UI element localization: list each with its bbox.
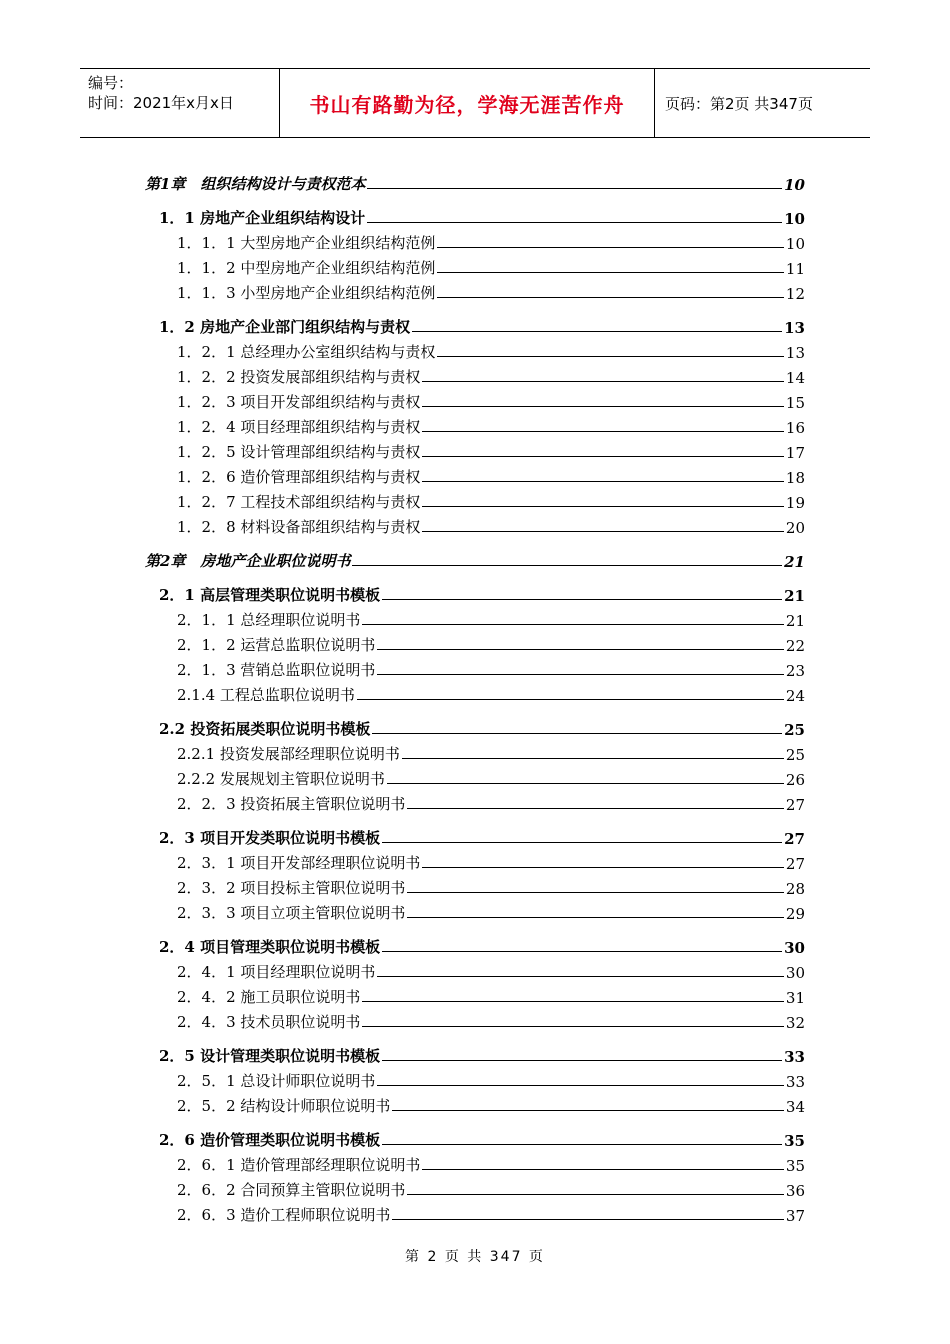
toc-sub-entry[interactable]	[145, 362, 805, 387]
toc-sub-entry[interactable]	[145, 278, 805, 303]
toc-entry-title: 1．2．1 总经理办公室组织结构与责权	[177, 343, 436, 361]
toc-sub-entry[interactable]	[145, 437, 805, 462]
toc-entry-page: 13	[785, 344, 805, 362]
toc-section-entry[interactable]	[145, 923, 805, 957]
toc-section-entry[interactable]	[145, 705, 805, 739]
toc-sub-entry[interactable]	[145, 1175, 805, 1200]
toc-leader-line	[407, 1194, 784, 1195]
toc-entry-title: 2．4．1 项目经理职位说明书	[177, 963, 376, 981]
toc-leader-line	[437, 297, 784, 298]
toc-entry-title: 1．2．4 项目经理部组织结构与责权	[177, 418, 421, 436]
toc-entry-title: 2．3．1 项目开发部经理职位说明书	[177, 854, 421, 872]
toc-entry-page: 27	[784, 830, 805, 848]
toc-entry-title: 2．5．2 结构设计师职位说明书	[177, 1097, 391, 1115]
toc-leader-line	[352, 565, 782, 566]
toc-entry-page: 27	[785, 855, 805, 873]
toc-entry-title: 2．3．2 项目投标主管职位说明书	[177, 879, 406, 897]
toc-entry-title: 2．6．1 造价管理部经理职位说明书	[177, 1156, 421, 1174]
toc-leader-line	[422, 431, 784, 432]
document-header	[80, 68, 870, 138]
toc-sub-entry[interactable]	[145, 1007, 805, 1032]
toc-sub-entry[interactable]	[145, 412, 805, 437]
toc-sub-entry[interactable]	[145, 253, 805, 278]
toc-entry-page: 37	[785, 1207, 805, 1225]
toc-entry-title: 2．1．1 总经理职位说明书	[177, 611, 361, 629]
time-label: 时间：2021年x月x日	[88, 94, 234, 112]
toc-entry-page: 21	[785, 612, 805, 630]
toc-sub-entry[interactable]	[145, 228, 805, 253]
toc-entry-page: 11	[785, 260, 805, 278]
toc-entry-title: 2．5．1 总设计师职位说明书	[177, 1072, 376, 1090]
toc-leader-line	[422, 481, 784, 482]
toc-entry-page: 26	[785, 771, 805, 789]
toc-leader-line	[357, 699, 784, 700]
toc-leader-line	[362, 1026, 784, 1027]
toc-entry-page: 16	[785, 419, 805, 437]
toc-leader-line	[377, 1085, 784, 1086]
toc-entry-page: 32	[785, 1014, 805, 1032]
toc-entry-page: 22	[785, 637, 805, 655]
toc-entry-page: 31	[785, 989, 805, 1007]
toc-entry-title: 2．1．3 营销总监职位说明书	[177, 661, 376, 679]
toc-entry-page: 35	[785, 1157, 805, 1175]
toc-section-entry[interactable]	[145, 303, 805, 337]
toc-entry-title: 1．2．7 工程技术部组织结构与责权	[177, 493, 421, 511]
toc-chapter-entry[interactable]	[145, 160, 805, 194]
toc-leader-line	[402, 758, 784, 759]
toc-leader-line	[382, 951, 782, 952]
toc-leader-line	[382, 1144, 782, 1145]
toc-leader-line	[367, 188, 782, 189]
toc-leader-line	[362, 1001, 784, 1002]
toc-leader-line	[437, 247, 784, 248]
toc-entry-title: 1．2．8 材料设备部组织结构与责权	[177, 518, 421, 536]
toc-entry-page: 10	[785, 235, 805, 253]
toc-sub-entry[interactable]	[145, 789, 805, 814]
toc-sub-entry[interactable]	[145, 739, 805, 764]
toc-leader-line	[422, 381, 784, 382]
toc-sub-entry[interactable]	[145, 655, 805, 680]
toc-sub-entry[interactable]	[145, 337, 805, 362]
toc-sub-entry[interactable]	[145, 512, 805, 537]
toc-entry-page: 18	[785, 469, 805, 487]
toc-entry-title: 第2章 房地产企业职位说明书	[145, 552, 351, 570]
toc-entry-page: 27	[785, 796, 805, 814]
toc-leader-line	[387, 783, 784, 784]
toc-sub-entry[interactable]	[145, 605, 805, 630]
toc-entry-page: 10	[784, 176, 805, 194]
toc-entry-page: 14	[785, 369, 805, 387]
toc-entry-title: 2．6．3 造价工程师职位说明书	[177, 1206, 391, 1224]
toc-entry-title: 2．1 高层管理类职位说明书模板	[159, 586, 381, 604]
toc-entry-title: 1．1．2 中型房地产企业组织结构范例	[177, 259, 436, 277]
toc-entry-page: 29	[785, 905, 805, 923]
toc-entry-page: 23	[785, 662, 805, 680]
toc-entry-title: 1．2．5 设计管理部组织结构与责权	[177, 443, 421, 461]
toc-entry-title: 2.2.1 投资发展部经理职位说明书	[177, 745, 400, 763]
toc-section-entry[interactable]	[145, 571, 805, 605]
toc-leader-line	[422, 506, 784, 507]
toc-section-entry[interactable]	[145, 814, 805, 848]
header-meta	[80, 69, 280, 137]
toc-sub-entry[interactable]	[145, 1091, 805, 1116]
toc-entry-title: 2．6．2 合同预算主管职位说明书	[177, 1181, 406, 1199]
toc-entry-title: 2．3．3 项目立项主管职位说明书	[177, 904, 406, 922]
toc-entry-title: 1．2．3 项目开发部组织结构与责权	[177, 393, 421, 411]
page-footer: 第 2 页 共 347 页	[405, 1249, 545, 1265]
toc-entry-page: 21	[784, 553, 805, 571]
toc-sub-entry[interactable]	[145, 898, 805, 923]
toc-leader-line	[437, 272, 784, 273]
toc-entry-page: 24	[785, 687, 805, 705]
table-of-contents	[145, 160, 805, 1225]
toc-leader-line	[407, 917, 784, 918]
toc-entry-title: 1．1 房地产企业组织结构设计	[159, 209, 366, 227]
toc-entry-title: 2.2.2 发展规划主管职位说明书	[177, 770, 385, 788]
toc-section-entry[interactable]	[145, 1116, 805, 1150]
toc-leader-line	[377, 649, 784, 650]
toc-entry-page: 30	[785, 964, 805, 982]
toc-leader-line	[377, 674, 784, 675]
toc-entry-page: 15	[785, 394, 805, 412]
toc-sub-entry[interactable]	[145, 873, 805, 898]
toc-entry-page: 36	[785, 1182, 805, 1200]
toc-entry-page: 10	[784, 210, 805, 228]
header-motto: 书山有路勤为径，学海无涯苦作舟	[280, 69, 655, 137]
toc-entry-title: 2．1．2 运营总监职位说明书	[177, 636, 376, 654]
toc-entry-page: 13	[784, 319, 805, 337]
toc-entry-title: 2．4．2 施工员职位说明书	[177, 988, 361, 1006]
toc-sub-entry[interactable]	[145, 487, 805, 512]
toc-entry-title: 2．4 项目管理类职位说明书模板	[159, 938, 381, 956]
toc-entry-page: 33	[784, 1048, 805, 1066]
toc-sub-entry[interactable]	[145, 387, 805, 412]
toc-leader-line	[412, 331, 782, 332]
toc-entry-page: 25	[785, 746, 805, 764]
toc-leader-line	[392, 1219, 784, 1220]
toc-leader-line	[422, 531, 784, 532]
toc-sub-entry[interactable]	[145, 764, 805, 789]
toc-sub-entry[interactable]	[145, 680, 805, 705]
toc-sub-entry[interactable]	[145, 957, 805, 982]
toc-section-entry[interactable]	[145, 194, 805, 228]
toc-leader-line	[422, 456, 784, 457]
toc-entry-title: 1．1．3 小型房地产企业组织结构范例	[177, 284, 436, 302]
toc-sub-entry[interactable]	[145, 630, 805, 655]
toc-leader-line	[392, 1110, 784, 1111]
toc-leader-line	[422, 406, 784, 407]
toc-leader-line	[382, 842, 782, 843]
toc-entry-page: 19	[785, 494, 805, 512]
toc-entry-page: 35	[784, 1132, 805, 1150]
toc-entry-page: 12	[785, 285, 805, 303]
toc-entry-page: 17	[785, 444, 805, 462]
toc-leader-line	[422, 1169, 784, 1170]
toc-entry-title: 2．3 项目开发类职位说明书模板	[159, 829, 381, 847]
toc-entry-page: 21	[784, 587, 805, 605]
header-page-info: 页码：第2页 共347页	[665, 94, 813, 113]
number-label: 编号：	[88, 74, 134, 92]
toc-leader-line	[422, 867, 784, 868]
toc-entry-page: 34	[785, 1098, 805, 1116]
toc-leader-line	[372, 733, 782, 734]
toc-sub-entry[interactable]	[145, 1200, 805, 1225]
toc-entry-page: 33	[785, 1073, 805, 1091]
toc-leader-line	[407, 892, 784, 893]
toc-sub-entry[interactable]	[145, 1150, 805, 1175]
toc-entry-title: 1．2 房地产企业部门组织结构与责权	[159, 318, 411, 336]
toc-chapter-entry[interactable]	[145, 537, 805, 571]
toc-leader-line	[362, 624, 784, 625]
toc-entry-page: 30	[784, 939, 805, 957]
toc-entry-title: 2．4．3 技术员职位说明书	[177, 1013, 361, 1031]
toc-entry-page: 28	[785, 880, 805, 898]
toc-leader-line	[437, 356, 784, 357]
toc-entry-title: 1．2．2 投资发展部组织结构与责权	[177, 368, 421, 386]
toc-entry-title: 2．5 设计管理类职位说明书模板	[159, 1047, 381, 1065]
toc-leader-line	[382, 599, 782, 600]
toc-sub-entry[interactable]	[145, 1066, 805, 1091]
toc-sub-entry[interactable]	[145, 848, 805, 873]
toc-leader-line	[407, 808, 784, 809]
toc-section-entry[interactable]	[145, 1032, 805, 1066]
toc-entry-title: 2.2 投资拓展类职位说明书模板	[159, 720, 371, 738]
toc-entry-page: 20	[785, 519, 805, 537]
toc-entry-title: 2．2．3 投资拓展主管职位说明书	[177, 795, 406, 813]
toc-entry-title: 1．2．6 造价管理部组织结构与责权	[177, 468, 421, 486]
toc-entry-page: 25	[784, 721, 805, 739]
toc-leader-line	[377, 976, 784, 977]
toc-sub-entry[interactable]	[145, 462, 805, 487]
toc-leader-line	[382, 1060, 782, 1061]
toc-sub-entry[interactable]	[145, 982, 805, 1007]
toc-entry-title: 2．6 造价管理类职位说明书模板	[159, 1131, 381, 1149]
toc-entry-title: 2.1.4 工程总监职位说明书	[177, 686, 355, 704]
toc-entry-title: 第1章 组织结构设计与责权范本	[145, 175, 366, 193]
toc-leader-line	[367, 222, 782, 223]
toc-entry-title: 1．1．1 大型房地产企业组织结构范例	[177, 234, 436, 252]
